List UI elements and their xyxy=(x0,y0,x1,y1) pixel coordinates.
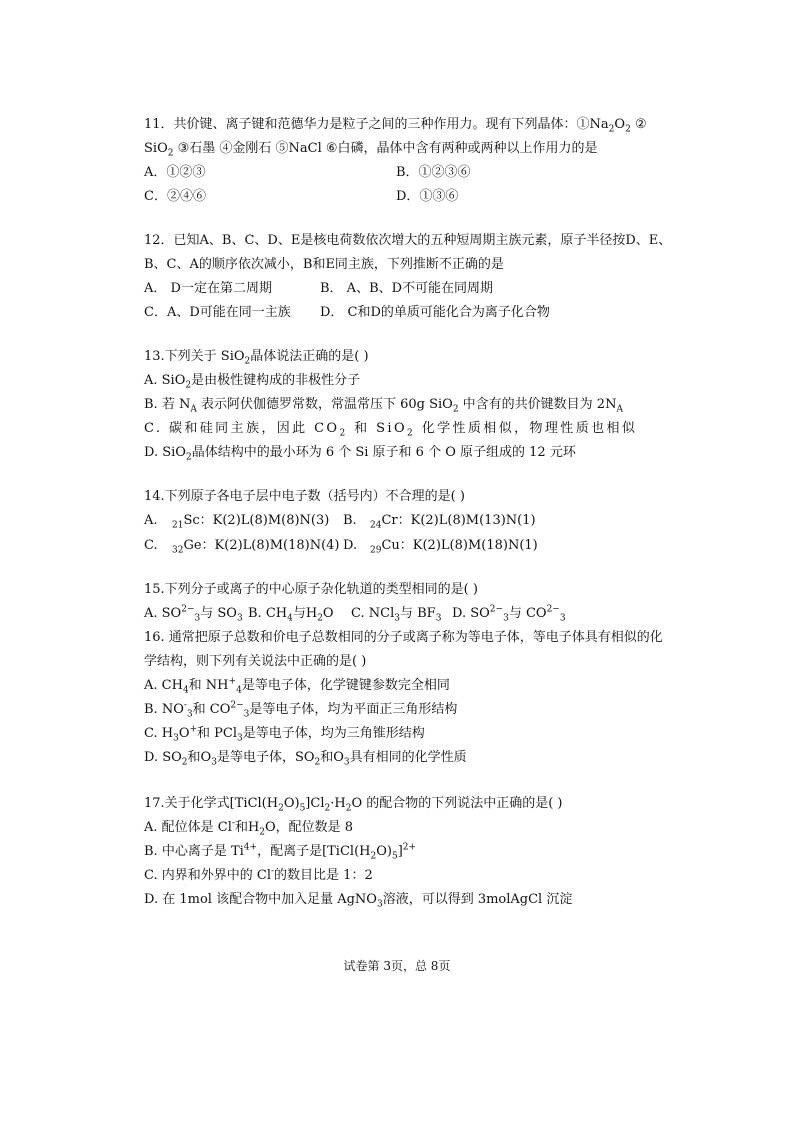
q14-option-b-label: B. xyxy=(343,513,357,528)
q11-option-b: B．①②③⑥ xyxy=(396,165,471,180)
q11-line1: 11．共价键、离子键和范德华力是粒子之间的三种作用力。现有下列晶体：$①Na_2O_2$ ② xyxy=(144,117,647,135)
q11-line2: SiO$_2$ ③石墨 ④金刚石 ⑤NaCl ⑥白磷，晶体中含有两种或两种以上作用力的是 xyxy=(144,141,598,159)
q12-option-a: A． D一定在第二周期 xyxy=(144,281,272,296)
q14-option-b: $_{24}$Cr：K(2)L(8)M(13)N(1) xyxy=(370,513,536,531)
q14-option-c-label: C. xyxy=(144,538,158,553)
q14-stem: 14.下列原子各电子层中电子数（括号内）不合理的是( ) xyxy=(144,489,465,504)
q14-option-c: $_{32}$Ge：K(2)L(8)M(18)N(4) xyxy=(172,538,340,556)
q16-option-c: C. $H_3O^+$和 PCl$_3$是等电子体，均为三角锥形结构 xyxy=(144,724,425,744)
q14-option-d-label: D. xyxy=(343,538,358,553)
q12-option-c: C．A、D可能在同一主族 xyxy=(144,305,291,320)
q11-option-c: C．②④⑥ xyxy=(144,189,206,204)
q17-option-c: C. 内界和外界中的 Cl-的数目比是 1：2 xyxy=(144,866,373,883)
q13-option-c: C. 碳和硅同主族，因此 $CO_2$ 和 SiO$_2$ 化学性质相似，物理性质也相似 xyxy=(144,421,638,439)
q15-option-b: B. $CH_4$与$H_2O$ xyxy=(248,606,334,624)
q17-stem: 17.关于化学式$[TiCl(H_2O)_5]Cl_2\cdot H_2O$ 的配合物的下列说法中正确的是( ) xyxy=(144,796,563,814)
q16-option-a: A. $CH_4$和 $NH^+_4$是等电子体，化学键键参数完全相同 xyxy=(144,676,450,696)
q15-option-d: D. $SO^{2-}_3$与 $CO^{2-}_3$ xyxy=(452,604,566,624)
q13-option-d: D. SiO$_2$晶体结构中的最小环为 6 个 Si 原子和 6 个 O 原子组成的 12 元环 xyxy=(144,445,576,463)
q17-option-a: A. 配位体是 Cl-和$H_2O$，配位数是 8 xyxy=(144,818,354,838)
q12-line1: 12．已知A、B、C、D、E是核电荷数依次增大的五种短周期主族元素，原子半径按D、E、 xyxy=(144,233,672,248)
q11-option-a: A．①②③ xyxy=(144,165,206,180)
q14-option-a: $_{21}$Sc：K(2)L(8)M(8)N(3) xyxy=(172,513,330,531)
q15-option-c: C. NCl$_3$与 $BF_3$ xyxy=(351,606,442,624)
q14-option-d: $_{29}$Cu：K(2)L(8)M(18)N(1) xyxy=(370,538,538,556)
q15-option-a: A. $SO^{2-}_3$与 $SO_3$ xyxy=(144,604,243,624)
q17-option-d: D. 在 1mol 该配合物中加入足量 AgNO$_3$溶液，可以得到 3molAgCl 沉淀 xyxy=(144,892,573,910)
q16-line1: 16. 通常把原子总数和价电子总数相同的分子或离子称为等电子体，等电子体具有相似的化 xyxy=(144,630,663,645)
q13-stem: 13.下列关于 SiO$_2$晶体说法正确的是( ) xyxy=(144,349,369,367)
q16-option-b: B. $NO^-_3$和 $CO^{2-}_3$是等电子体，均为平面正三角形结构 xyxy=(144,700,458,720)
q17-option-b: B. 中心离子是 $Ti^{4+}$，配离子是$[TiCl(H_2O)_5]^{2+}$ xyxy=(144,842,417,862)
q12-line2: B、C、A的顺序依次减小，B和E同主族，下列推断不正确的是 xyxy=(144,257,504,272)
q16-option-d: D. $SO_2$和$O_3$是等电子体，$SO_2$和$O_3$具有相同的化学性质 xyxy=(144,750,467,768)
q16-line2: 学结构，则下列有关说法中正确的是( ) xyxy=(144,654,367,669)
q11-option-d: D．①③⑥ xyxy=(396,189,459,204)
q13-option-a: A. SiO$_2$是由极性键构成的非极性分子 xyxy=(144,373,361,391)
q12-option-d: D． C和D的单质可能化合为离子化合物 xyxy=(320,305,550,320)
q14-option-a-label: A. xyxy=(144,513,158,528)
q15-stem: 15.下列分子或离子的中心原子杂化轨道的类型相同的是( ) xyxy=(144,582,478,597)
page-footer: 试卷第 3页，总 8页 xyxy=(343,959,451,973)
q13-option-b: B. 若 $N_A$ 表示阿伏伽德罗常数，常温常压下 60g SiO$_2$ 中含有的共价键数目为 $2N_A$ xyxy=(144,397,623,415)
q12-option-b: B． A、B、D不可能在同周期 xyxy=(320,281,494,296)
